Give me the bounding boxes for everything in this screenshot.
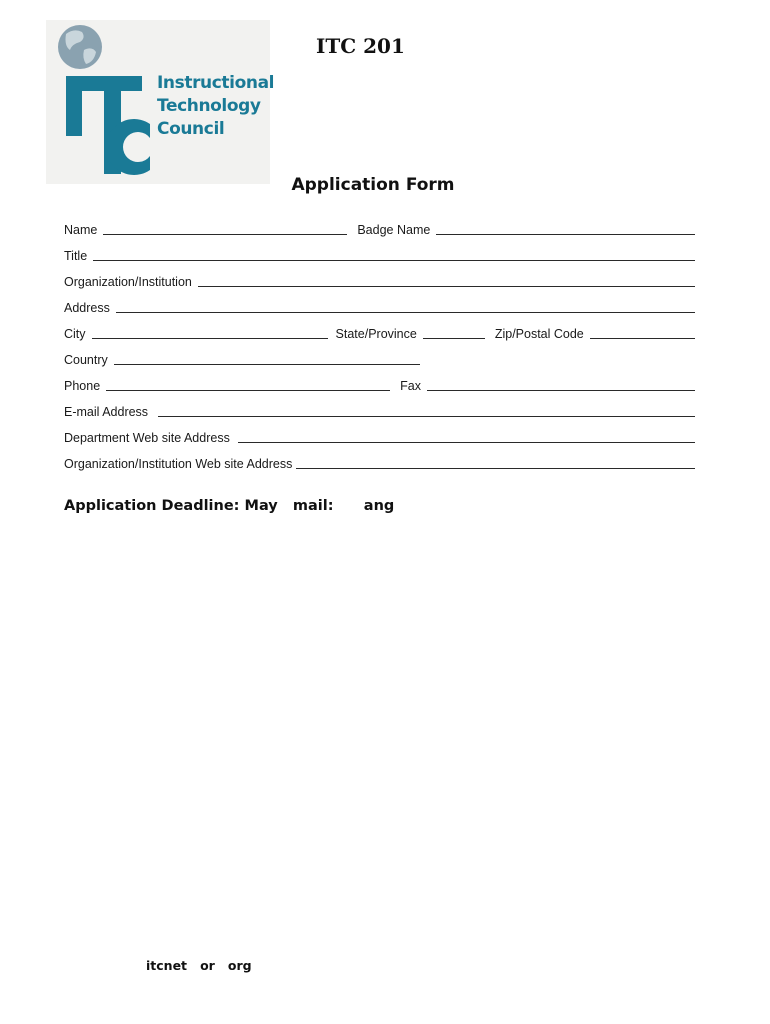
dept-web-field[interactable]	[238, 442, 695, 443]
city-label: City	[64, 327, 86, 341]
zip-field[interactable]	[590, 338, 695, 339]
title-label: Title	[64, 249, 88, 263]
dept-web-label: Department Web site Address	[64, 431, 230, 445]
name-field[interactable]	[103, 234, 347, 235]
org-web-row	[64, 452, 695, 472]
application-deadline: Application Deadline: May mail: ang	[64, 498, 395, 514]
dept-web-row	[64, 426, 695, 446]
phone-field[interactable]	[106, 390, 390, 391]
logo-wordmark	[157, 72, 274, 141]
address-field[interactable]	[116, 312, 695, 313]
org-field[interactable]	[198, 286, 695, 287]
org-label: Organization/Institution	[64, 275, 192, 289]
country-row	[64, 348, 695, 368]
country-field[interactable]	[114, 364, 420, 365]
country-label: Country	[64, 353, 108, 367]
logo-line-3: Council	[157, 119, 225, 139]
fax-label: Fax	[400, 379, 421, 393]
name-row	[64, 218, 695, 238]
itc-logo	[46, 20, 275, 184]
address-row	[64, 296, 695, 316]
state-field[interactable]	[423, 338, 485, 339]
city-field[interactable]	[92, 338, 328, 339]
title-row	[64, 244, 695, 264]
email-label: E-mail Address	[64, 405, 149, 419]
document-title: ITC 201	[316, 34, 405, 58]
org-web-label: Organization/Institution Web site Address	[64, 457, 293, 471]
name-label: Name	[64, 223, 98, 237]
badge-name-field[interactable]	[436, 234, 695, 235]
state-label: State/Province	[335, 327, 417, 341]
fax-field[interactable]	[427, 390, 695, 391]
logo-line-1: Instructional	[157, 73, 275, 93]
address-label: Address	[64, 301, 110, 315]
city-row	[64, 322, 695, 342]
zip-label: Zip/Postal Code	[494, 327, 584, 341]
form-title: Application Form	[291, 175, 455, 195]
title-field[interactable]	[93, 260, 695, 261]
logo-line-2: Technology	[157, 96, 261, 116]
email-row	[64, 400, 695, 420]
org-row	[64, 270, 695, 290]
phone-label: Phone	[64, 379, 101, 393]
org-web-field[interactable]	[296, 468, 695, 469]
phone-row	[64, 374, 695, 394]
email-field[interactable]	[158, 416, 695, 417]
footer-website: itcnet or org	[146, 958, 252, 973]
badge-name-label: Badge Name	[357, 223, 431, 237]
